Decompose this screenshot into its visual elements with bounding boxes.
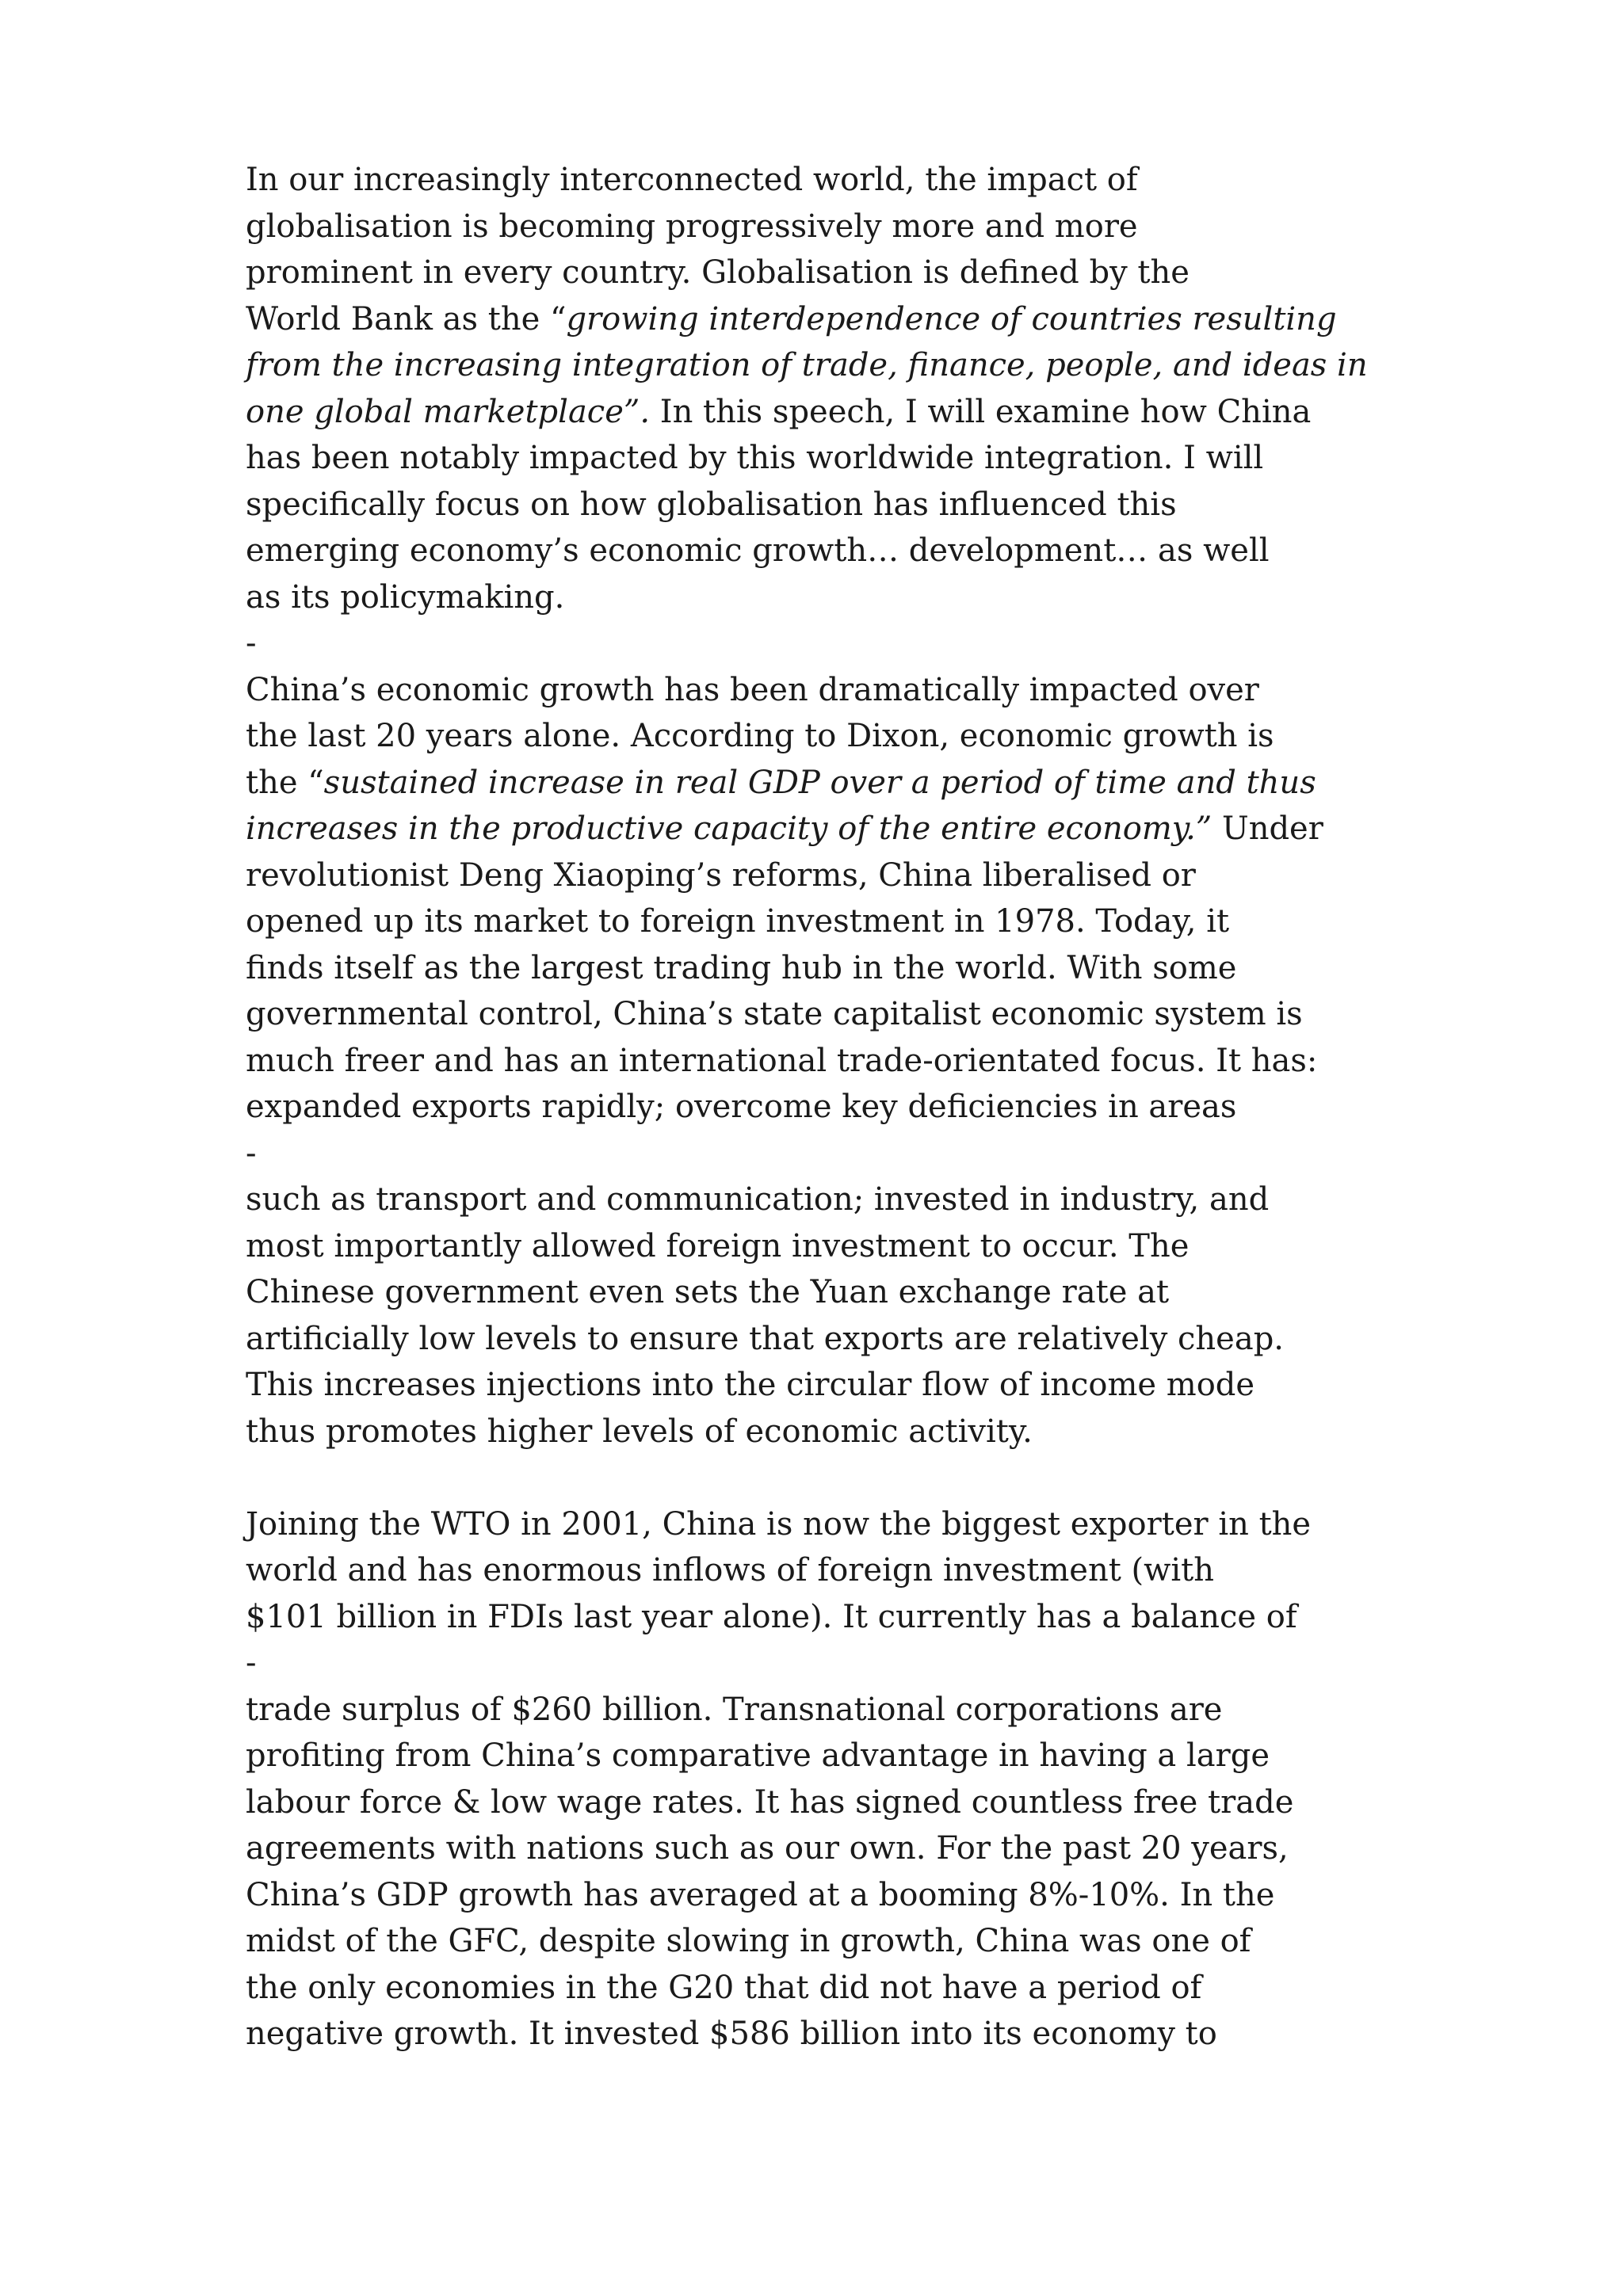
text-line: the last 20 years alone. According to Dixon, economic growth is	[246, 718, 1274, 754]
text-line: labour force & low wage rates. It has signed countless free trade	[246, 1783, 1294, 1821]
text-line: trade surplus of $260 billion. Transnational corporations are	[246, 1691, 1223, 1728]
text-line	[246, 389, 1312, 436]
text-line: China’s economic growth has been dramatically impacted over	[246, 671, 1259, 708]
text-line: revolutionist Deng Xiaoping’s reforms, China liberalised or	[246, 856, 1196, 894]
separator-dash: -	[246, 625, 257, 662]
quote-italic: sustained increase in real GDP over a period of time and thus	[323, 764, 1316, 801]
text-line: Chinese government even sets the Yuan exchange rate at	[246, 1274, 1170, 1310]
text-line: expanded exports rapidly; overcome key deficiencies in areas	[246, 1089, 1237, 1125]
text-line: emerging economy’s economic growth… development… as well	[246, 532, 1270, 569]
paragraph-globalisation-intro	[246, 157, 1368, 620]
quote-italic: from the increasing integration of trade, finance, people, and ideas in	[246, 347, 1368, 383]
text-segment: In this speech, I will examine how China	[650, 393, 1312, 430]
text-line: has been notably impacted by this worldwide integration. I will	[246, 440, 1264, 476]
text-line: $101 billion in FDIs last year alone). It currently has a balance of	[246, 1598, 1297, 1635]
text-line: prominent in every country. Globalisation is defined by the	[246, 254, 1190, 291]
text-segment: the “	[246, 764, 324, 801]
text-line: such as transport and communication; invested in industry, and	[246, 1181, 1270, 1218]
speech-text	[246, 157, 1368, 2058]
text-line: opened up its market to foreign investment in 1978. Today, it	[246, 903, 1230, 940]
text-line: This increases injections into the circular flow of income mode	[246, 1367, 1255, 1403]
text-line: globalisation is becoming progressively more and more	[246, 208, 1138, 245]
text-line: China’s GDP growth has averaged at a booming 8%-10%. In the	[246, 1876, 1275, 1913]
text-line: negative growth. It invested $586 billion into its economy to	[246, 2016, 1217, 2052]
text-line	[246, 342, 1368, 389]
quote-italic: growing interdependence of countries resulting	[566, 300, 1337, 338]
paragraph-economic-growth	[246, 667, 1323, 1131]
separator-dash: -	[246, 1645, 257, 1681]
paragraph-gap	[246, 1455, 1244, 1501]
text-segment: Under	[1212, 810, 1323, 847]
text-line	[246, 760, 1316, 807]
text-line: the only economies in the G20 that did not have a period of	[246, 1969, 1202, 2006]
text-line: governmental control, China’s state capitalist economic system is	[246, 996, 1303, 1032]
text-line: specifically focus on how globalisation has influenced this	[246, 486, 1177, 523]
paragraph-investment	[246, 1177, 1285, 1455]
text-line: In our increasingly interconnected world, the impact of	[246, 162, 1138, 198]
text-line: Joining the WTO in 2001, China is now the biggest exporter in the	[246, 1505, 1312, 1543]
text-line: finds itself as the largest trading hub in the world. With some	[246, 949, 1237, 986]
separator-dash: -	[246, 1135, 257, 1172]
quote-italic: increases in the productive capacity of the entire economy.”	[246, 810, 1212, 847]
text-line: midst of the GFC, despite slowing in growth, China was one of	[246, 1923, 1251, 1959]
quote-italic: one global marketplace”.	[246, 393, 651, 430]
text-line: most importantly allowed foreign investment to occur. The	[246, 1227, 1190, 1264]
text-line: much freer and has an international trade-orientated focus. It has:	[246, 1042, 1318, 1079]
text-line: profiting from China’s comparative advantage in having a large	[246, 1737, 1270, 1774]
text-line: as its policymaking.	[246, 578, 565, 616]
text-line: agreements with nations such as our own. For the past 20 years,	[246, 1830, 1289, 1867]
text-line	[246, 296, 1337, 343]
text-line: artificially low levels to ensure that exports are relatively cheap.	[246, 1320, 1285, 1357]
text-line: world and has enormous inflows of foreign investment (with	[246, 1552, 1214, 1589]
text-line: thus promotes higher levels of economic activity.	[246, 1413, 1033, 1450]
text-segment: World Bank as the “	[246, 300, 567, 338]
paragraph-wto	[246, 1501, 1312, 1641]
paragraph-trade-surplus	[246, 1687, 1294, 2058]
text-line	[246, 806, 1323, 852]
